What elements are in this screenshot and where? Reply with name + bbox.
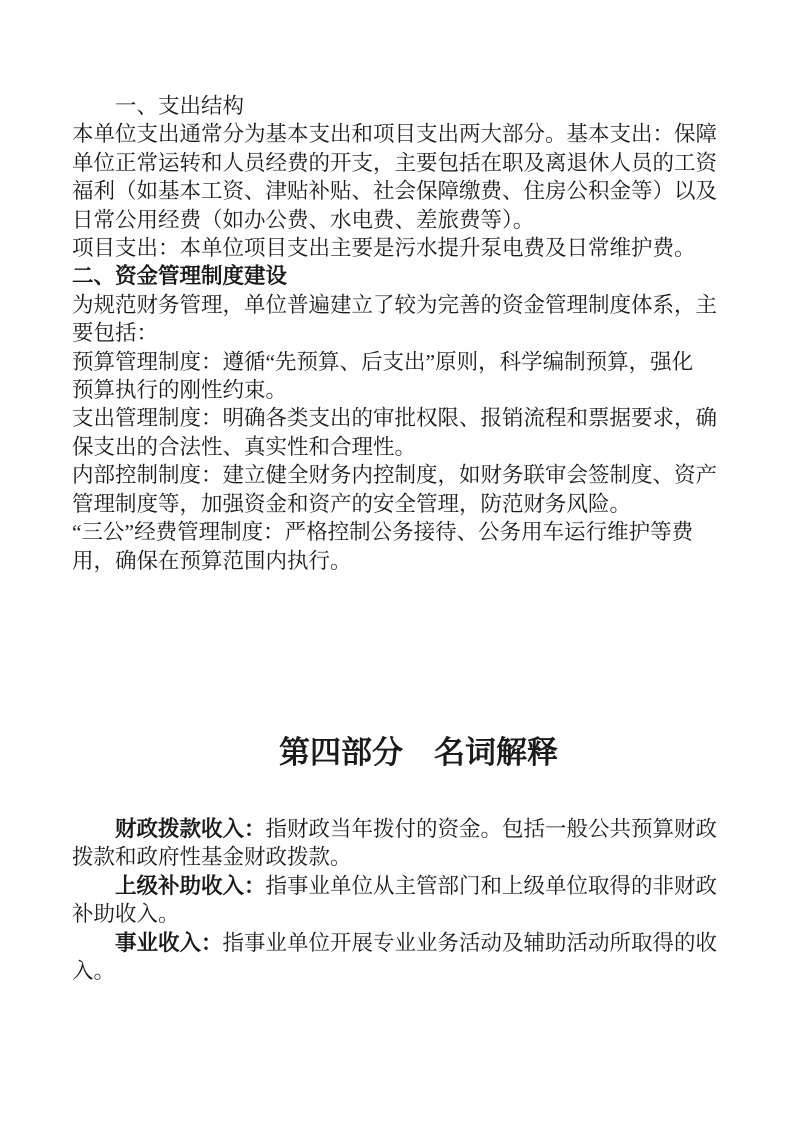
term-paragraph <box>72 872 721 929</box>
term-name: 上级补助收入： <box>115 873 266 898</box>
body-line: 要包括： <box>72 321 159 346</box>
body-line: 用，确保在预算范围内执行。 <box>72 548 352 573</box>
term-definition-line: 指事业单位从主管部门和上级单位取得的非财政 <box>265 873 718 898</box>
section-two-heading: 二、资金管理制度建设 <box>72 264 288 289</box>
body-line: 预算管理制度：遵循“先预算、后支出”原则，科学编制预算，强化 <box>72 349 694 374</box>
term-name: 财政拨款收入： <box>115 816 266 841</box>
term-name: 事业收入： <box>115 930 223 955</box>
body-line: 预算执行的刚性约束。 <box>72 378 288 403</box>
body-line: 单位正常运转和人员经费的开支，主要包括在职及离退休人员的工资 <box>72 150 718 175</box>
body-line: 支出管理制度：明确各类支出的审批权限、报销流程和票据要求，确 <box>72 406 718 431</box>
term-definition-line: 拨款和政府性基金财政拨款。 <box>72 845 352 870</box>
term-paragraph <box>72 815 721 872</box>
part-four-title: 第四部分 名词解释 <box>279 734 558 770</box>
term-definition-line: 入。 <box>72 958 116 983</box>
body-line: 保支出的合法性、真实性和合理性。 <box>72 434 417 459</box>
body-line: 本单位支出通常分为基本支出和项目支出两大部分。基本支出：保障 <box>72 122 718 147</box>
body-line: 为规范财务管理，单位普遍建立了较为完善的资金管理制度体系，主 <box>72 292 718 317</box>
term-definition-line: 指事业单位开展专业业务活动及辅助活动所取得的收 <box>222 930 718 955</box>
body-line: 管理制度等，加强资金和资产的安全管理，防范财务风险。 <box>72 491 632 516</box>
glossary-terms <box>72 815 721 985</box>
body-line: “三公”经费管理制度：严格控制公务接待、公务用车运行维护等费 <box>72 520 694 545</box>
term-definition-line: 指财政当年拨付的资金。包括一般公共预算财政 <box>265 816 718 841</box>
section-one-heading: 一、支出结构 <box>115 94 245 118</box>
body-line: 内部控制制度：建立健全财务内控制度，如财务联审会签制度、资产 <box>72 463 718 488</box>
fund-management-section <box>72 262 721 574</box>
body-line: 福利（如基本工资、津贴补贴、社会保障缴费、住房公积金等）以及 <box>72 179 718 204</box>
term-definition-line: 补助收入。 <box>72 902 180 927</box>
expenditure-structure-section <box>72 92 721 262</box>
body-line: 日常公用经费（如办公费、水电费、差旅费等）。 <box>72 207 535 232</box>
term-paragraph <box>72 929 721 986</box>
body-line: 项目支出：本单位项目支出主要是污水提升泵电费及日常维护费。 <box>72 236 696 261</box>
